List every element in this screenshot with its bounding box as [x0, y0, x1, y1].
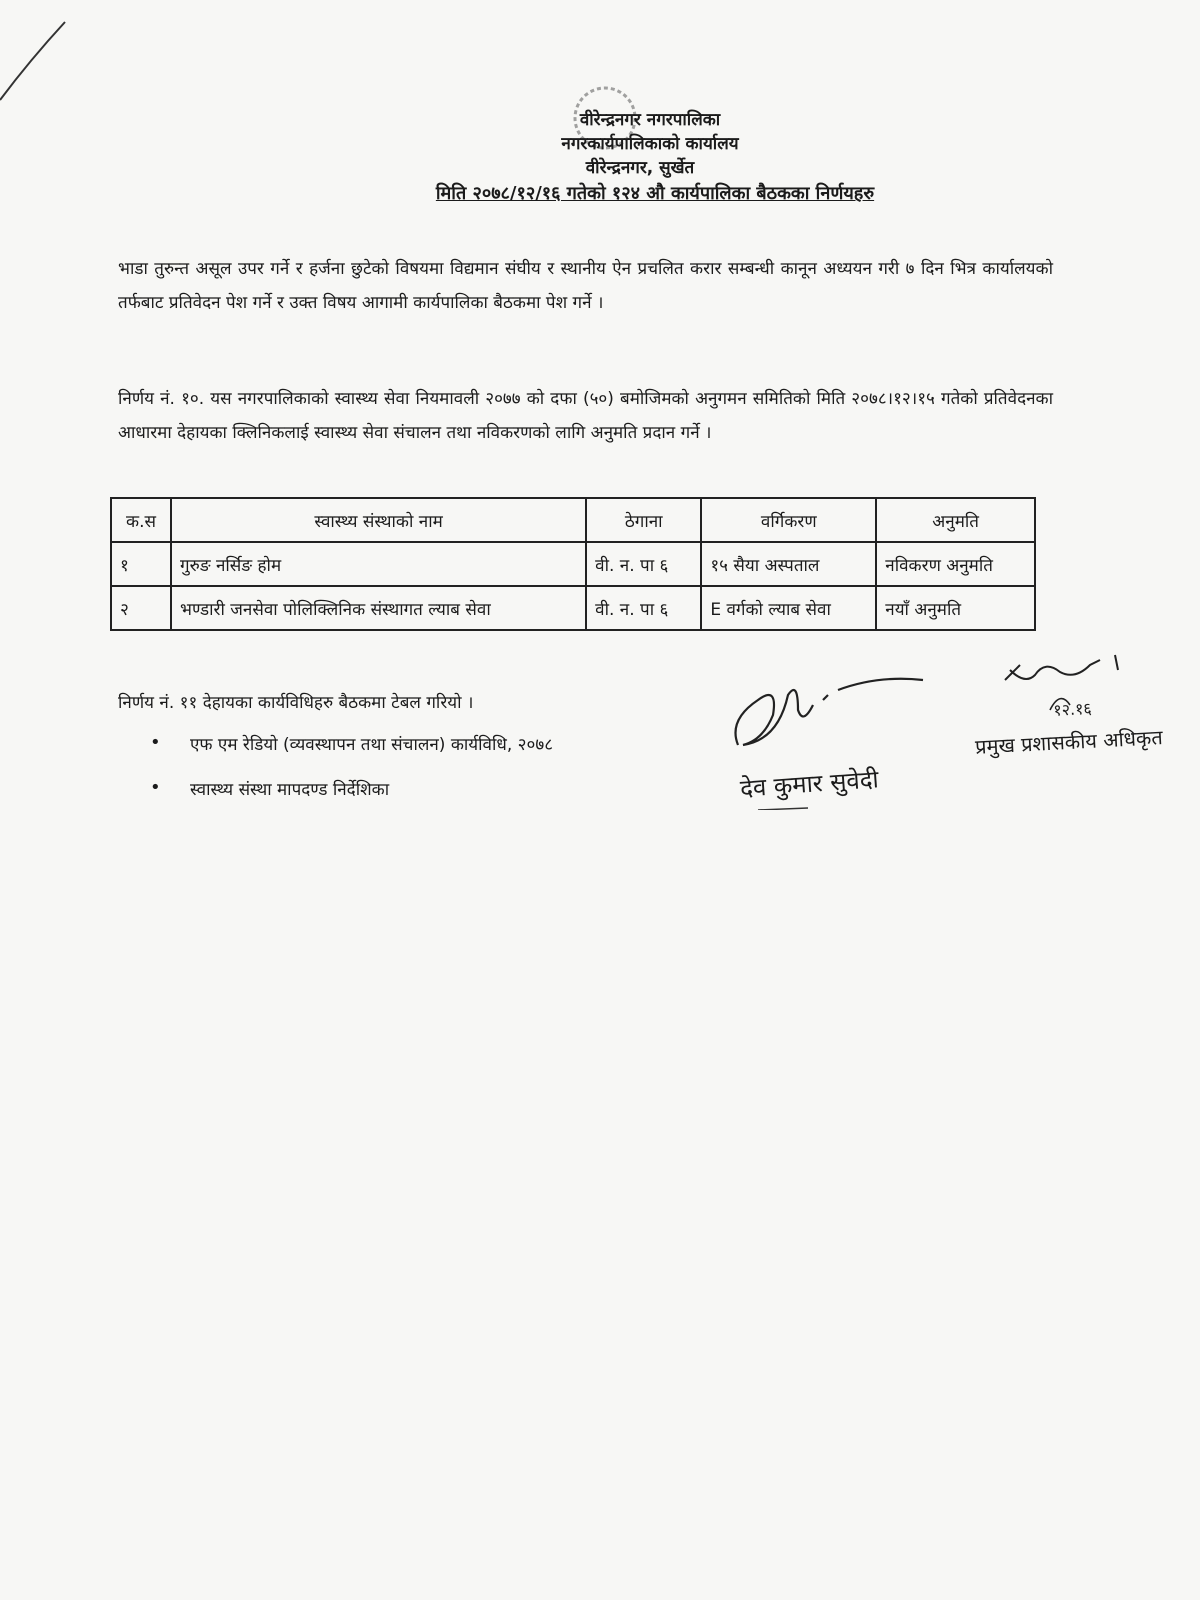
decision-10-paragraph: निर्णय नं. १०. यस नगरपालिकाको स्वास्थ्य सेवा नियमावली २०७७ को दफा (५०) बमोजिमको अनुगमन समितिको मिति २०७८।१२।१५ गतेको प्रतिवेदनका आधारमा देहायका क्लिनिकलाई स्वास्थ्य सेवा संचालन तथा नविकरणको लागि अनुमति प्रदान गर्ने ।	[118, 389, 1053, 443]
list-item-text: एफ एम रेडियो (व्यवस्थापन तथा संचालन) कार्यविधि, २०७८	[190, 735, 554, 755]
header-address: ठेगाना	[586, 498, 701, 542]
signatory-name: देव कुमार सुवेदी	[739, 765, 880, 803]
header-sn: क.स	[111, 498, 171, 542]
cell-classification: E वर्गको ल्याब सेवा	[701, 586, 876, 630]
header-classification: वर्गिकरण	[701, 498, 876, 542]
paragraph-continued: भाडा तुरुन्त असूल उपर गर्ने र हर्जना छुटेको विषयमा विद्यमान संघीय र स्थानीय ऐन प्रचलित करार सम्बन्धी कानून अध्ययन गरी ७ दिन भित्र कार्यालयको तर्फबाट प्रतिवेदन पेश गर्ने र उक्त विषय आगामी कार्यपालिका बैठकमा पेश गर्ने ।	[118, 259, 1053, 313]
signature-2	[1000, 650, 1190, 730]
municipality-name: वीरेन्द्रनगर नगरपालिका	[579, 110, 721, 130]
office-name: नगरकार्यपालिकाको कार्यालय	[561, 134, 739, 154]
header-permission: अनुमति	[876, 498, 1035, 542]
cell-institution-name: गुरुङ नर्सिङ होम	[171, 542, 586, 586]
office-address: वीरेन्द्रनगर, सुर्खेत	[585, 158, 695, 178]
document-title: मिति २०७८/१२/१६ गतेको १२४ औ कार्यपालिका बैठकका निर्णयहरु	[435, 183, 875, 204]
procedure-list	[150, 732, 553, 822]
clinic-permission-table	[110, 497, 1036, 631]
letterhead	[0, 108, 1200, 208]
list-item	[150, 777, 553, 822]
cell-sn: १	[111, 542, 171, 586]
table-header-row	[111, 498, 1035, 542]
cell-institution-name: भण्डारी जनसेवा पोलिक्लिनिक संस्थागत ल्याब सेवा	[171, 586, 586, 630]
list-item	[150, 732, 553, 777]
cell-classification: १५ सैया अस्पताल	[701, 542, 876, 586]
cell-permission: नयाँ अनुमति	[876, 586, 1035, 630]
cell-address: वी. न. पा ६	[586, 542, 701, 586]
page-fold-mark	[0, 0, 120, 120]
cell-sn: २	[111, 586, 171, 630]
list-item-text: स्वास्थ्य संस्था मापदण्ड निर्देशिका	[190, 780, 390, 800]
bullet-icon: •	[150, 777, 161, 798]
table-row	[111, 586, 1035, 630]
cell-address: वी. न. पा ६	[586, 586, 701, 630]
signatory-title-text: प्रमुख प्रशासकीय अधिकृत	[974, 725, 1164, 759]
bullet-icon: •	[150, 732, 161, 753]
table-row	[111, 542, 1035, 586]
cell-permission: नविकरण अनुमति	[876, 542, 1035, 586]
header-institution-name: स्वास्थ्य संस्थाको नाम	[171, 498, 586, 542]
decision-11-text: निर्णय नं. ११ देहायका कार्यविधिहरु बैठकमा टेबल गरियो ।	[118, 693, 474, 713]
signature-date: १२.१६	[1052, 698, 1093, 720]
